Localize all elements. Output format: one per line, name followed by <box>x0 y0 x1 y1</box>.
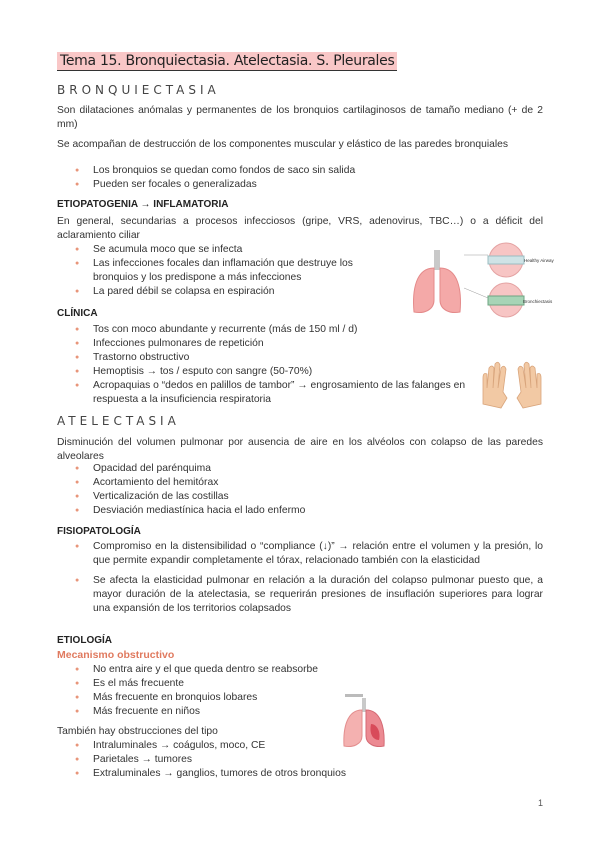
subheading-etiologia: ETIOLOGÍA <box>57 635 112 646</box>
bronchiectasis-figure <box>396 240 554 320</box>
bronchiectasis-label: Bronchiectasis <box>523 299 553 304</box>
list-item: ● Trastorno obstructivo <box>75 351 467 365</box>
bullet-list <box>75 540 543 616</box>
list-item: ● No entra aire y el que queda dentro se reabsorbe <box>75 663 375 677</box>
paragraph: Disminución del volumen pulmonar por ausencia de aire en los alvéolos con colapso de las paredes alveolares <box>57 437 543 462</box>
list-item: ● Pueden ser focales o generalizadas <box>75 178 535 192</box>
list-item: ● Intraluminales → coágulos, moco, CE <box>75 739 535 753</box>
page-number: 1 <box>537 798 543 808</box>
bullet-list <box>75 663 375 719</box>
list-item: ● Parietales → tumores <box>75 753 535 767</box>
bullet-list <box>75 323 467 407</box>
bronchiectasis-airway-illustration <box>488 283 524 317</box>
lungs-illustration <box>414 250 461 313</box>
list-item: ● Las infecciones focales dan inflamación que destruye los bronquios y los predispone a más infecciones <box>75 257 393 285</box>
subheading-mecanismo-obstructivo: Mecanismo obstructivo <box>57 649 175 661</box>
clubbed-fingers-figure <box>477 354 547 410</box>
paragraph: En general, secundarias a procesos infecciosos (gripe, VRS, adenovirus, TBC…) o a déficit del aclaramiento ciliar <box>57 216 543 241</box>
list-item: ● Opacidad del parénquima <box>75 462 535 476</box>
subheading-etiopatogenia: ETIOPATOGENIA → INFLAMATORIA <box>57 199 229 210</box>
page-title: Tema 15. Bronquiectasia. Atelectasia. S. Pleurales <box>57 52 397 71</box>
paragraph: Son dilataciones anómalas y permanentes de los bronquios cartilaginosos de tamaño mediano (+ de 2 mm) <box>57 105 543 130</box>
list-item: ● Desviación mediastínica hacia el lado enfermo <box>75 504 535 518</box>
list-item: ● Verticalización de las costillas <box>75 490 535 504</box>
healthy-airway-label: Healthy Airway <box>524 258 554 263</box>
list-item: ● Tos con moco abundante y recurrente (más de 150 ml / d) <box>75 323 467 337</box>
bullet-list <box>75 243 393 299</box>
list-item: ● Acropaquias o “dedos en palillos de tambor” → engrosamiento de las falanges en respuesta a la insuficiencia respiratoria <box>75 379 467 407</box>
bullet-list <box>75 462 535 518</box>
list-item: ● Hemoptisis → tos / esputo con sangre (50-70%) <box>75 365 467 379</box>
subheading-clinica: CLÍNICA <box>57 308 98 319</box>
paragraph: Se acompañan de destrucción de los componentes muscular y elástico de las paredes bronquiales <box>57 139 509 150</box>
list-item: ● Se afecta la elasticidad pulmonar en relación a la duración del colapso pulmonar puesto que, a mayor duración de la atelectasia, se requerirán presiones de insuflación superiores para lograr una expansión de los territorios colapsados <box>75 574 543 616</box>
bullet-list <box>75 739 535 781</box>
healthy-airway-illustration <box>488 243 524 277</box>
list-item: ● Se acumula moco que se infecta <box>75 243 393 257</box>
section-heading-bronquiectasia: BRONQUIECTASIA <box>57 83 220 97</box>
list-item: ● Los bronquios se quedan como fondos de saco sin salida <box>75 164 535 178</box>
list-item: ● Compromiso en la distensibilidad o “compliance (↓)” → relación entre el volumen y la presión, lo que permite expandir completamente el tórax, relacionado también con la elasticidad <box>75 540 543 568</box>
list-item: ● Más frecuente en niños <box>75 705 375 719</box>
bullet-list <box>75 164 535 192</box>
title-block <box>57 52 397 71</box>
subheading-fisiopatologia: FISIOPATOLOGÍA <box>57 526 141 537</box>
list-item: ● Infecciones pulmonares de repetición <box>75 337 467 351</box>
list-item: ● Es el más frecuente <box>75 677 375 691</box>
list-item: ● Acortamiento del hemitórax <box>75 476 535 490</box>
section-heading-atelectasia: ATELECTASIA <box>57 414 180 428</box>
list-item: ● Extraluminales → ganglios, tumores de otros bronquios <box>75 767 535 781</box>
list-item: ● Más frecuente en bronquios lobares <box>75 691 375 705</box>
list-item: ● La pared débil se colapsa en espiración <box>75 285 393 299</box>
paragraph: También hay obstrucciones del tipo <box>57 726 218 737</box>
